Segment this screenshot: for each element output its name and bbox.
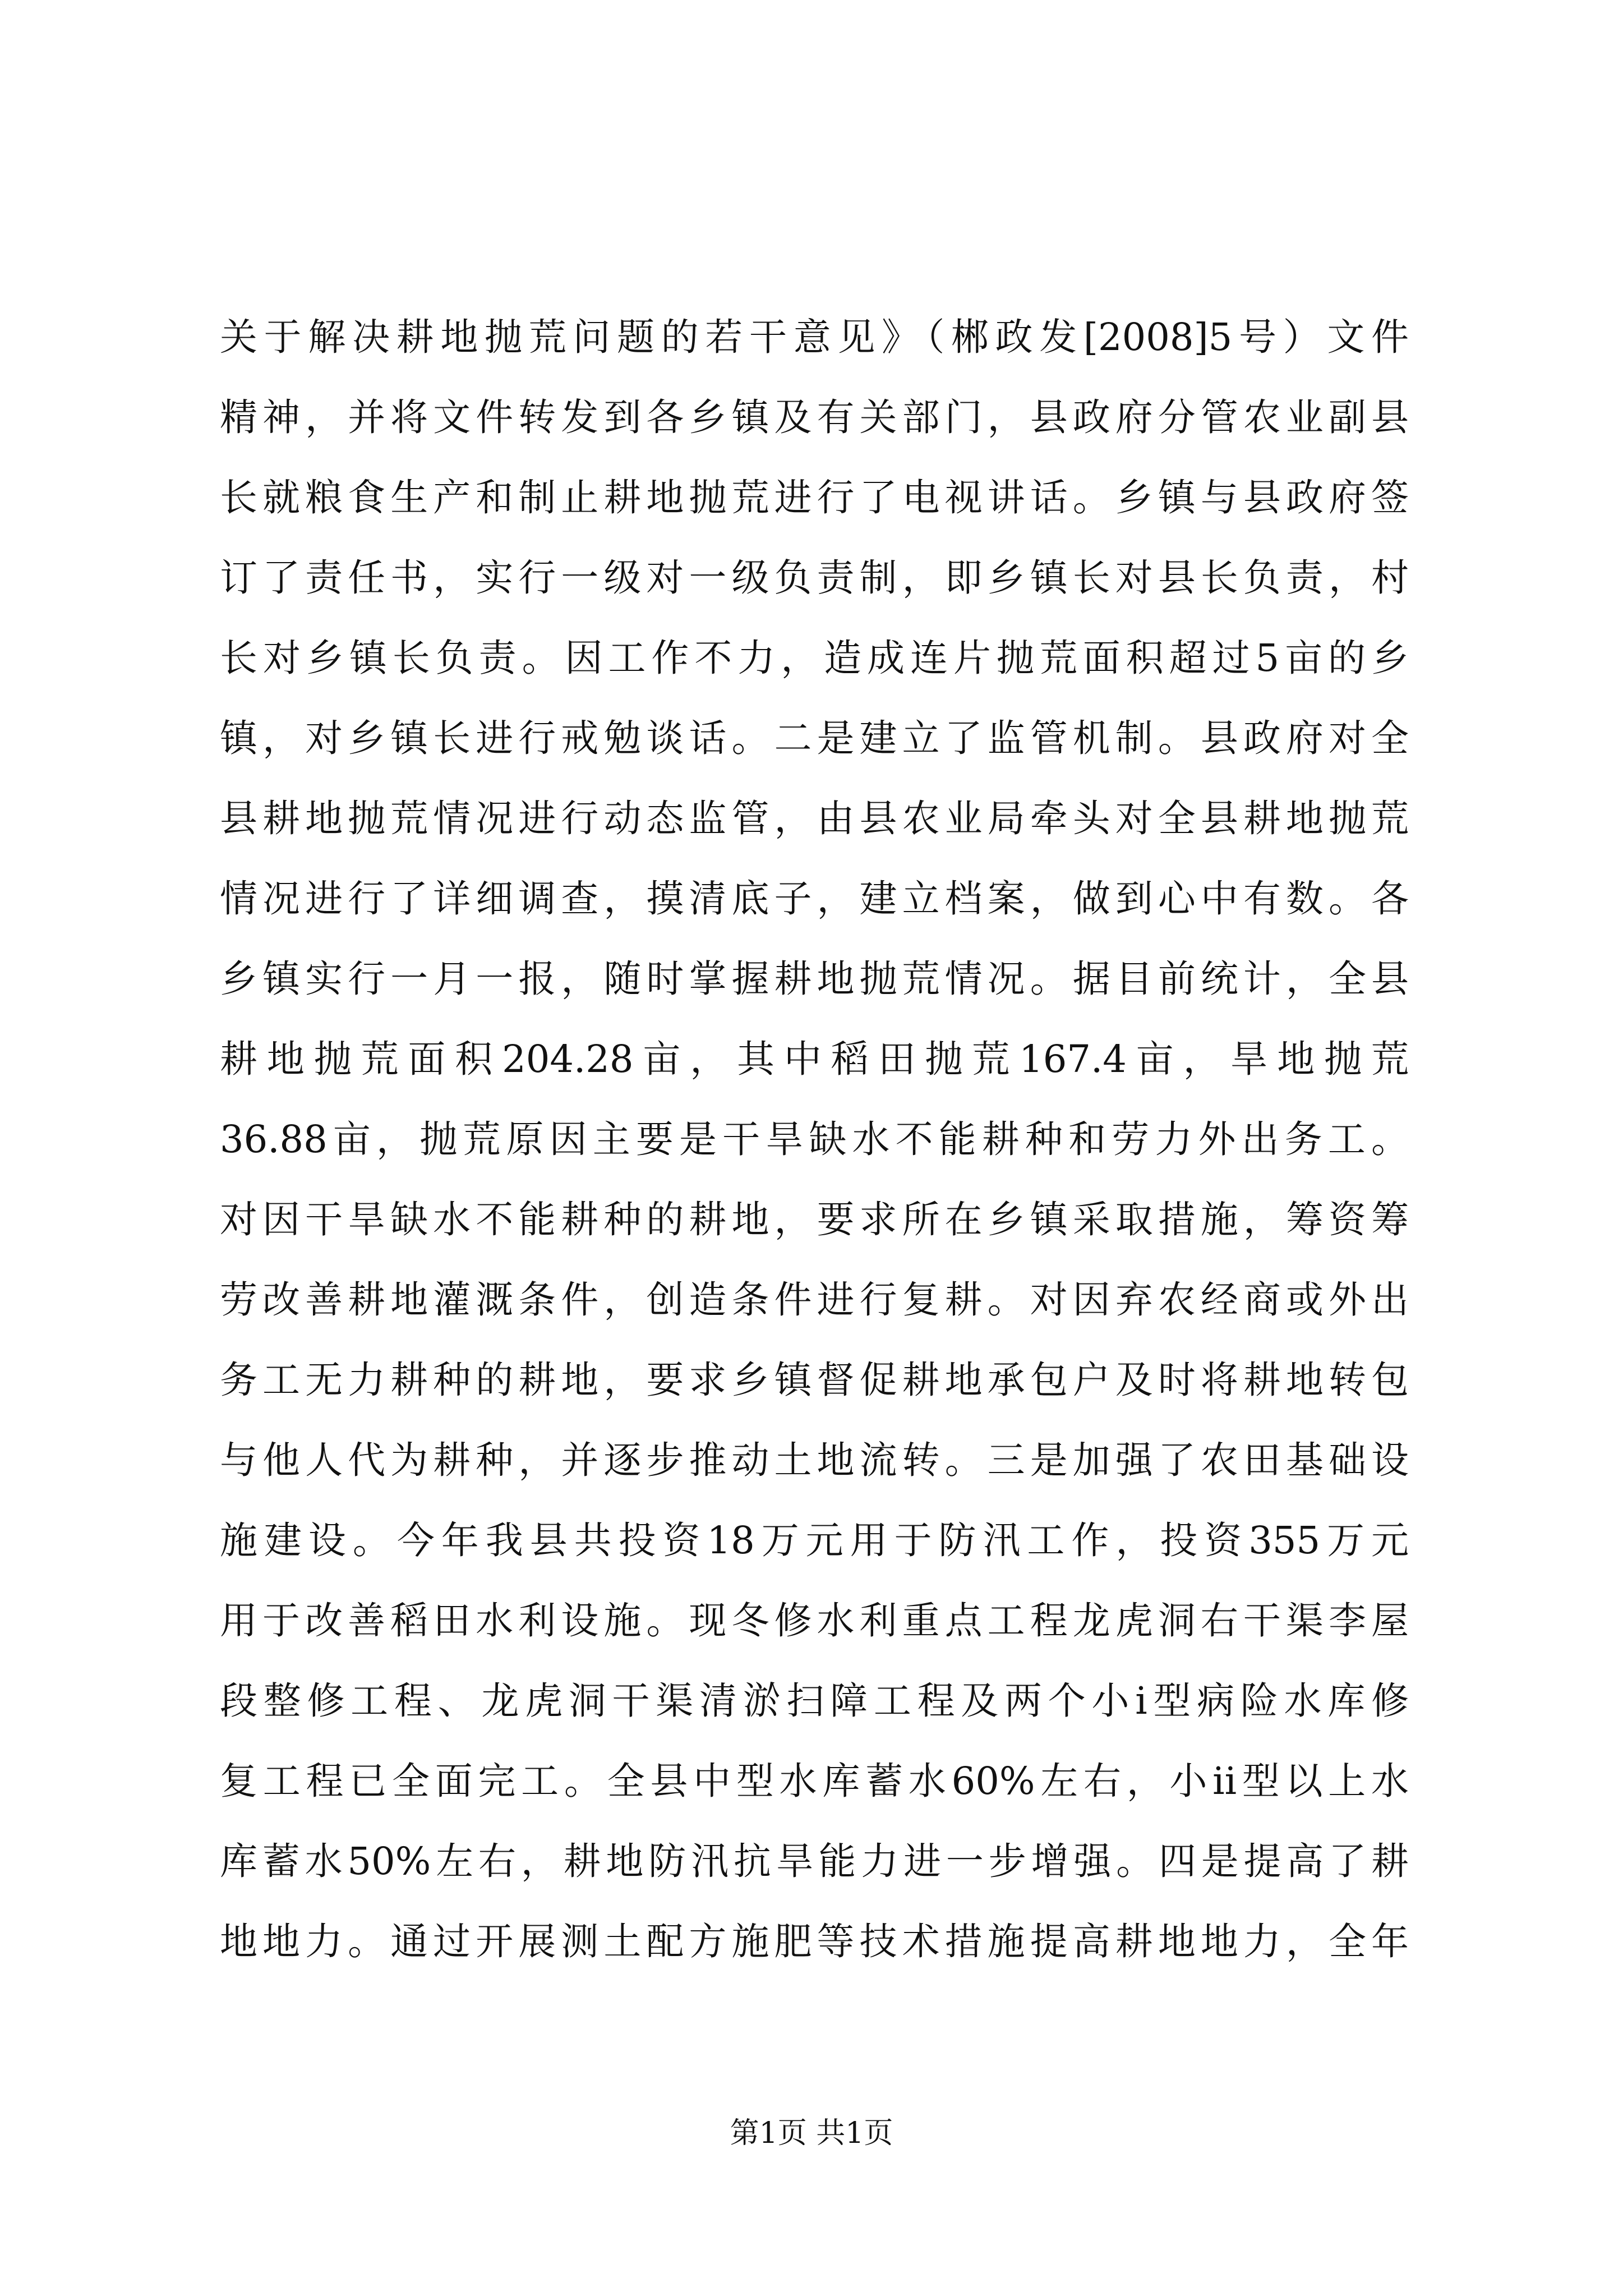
- text-line: 务工无力耕种的耕地，要求乡镇督促耕地承包户及时将耕地转包: [220, 1358, 1409, 1402]
- text-line: 施建设。今年我县共投资18万元用于防汛工作，投资355万元: [220, 1519, 1409, 1562]
- text-line: 关于解决耕地抛荒问题的若干意见》（郴政发[2008]5号）文件: [220, 315, 1409, 359]
- text-line: 36.88亩，抛荒原因主要是干旱缺水不能耕种和劳力外出务工。: [220, 1117, 1409, 1161]
- text-line: 订了责任书，实行一级对一级负责制，即乡镇长对县长负责，村: [220, 556, 1409, 600]
- text-line: 用于改善稻田水利设施。现冬修水利重点工程龙虎洞右干渠李屋: [220, 1599, 1409, 1642]
- text-line: 地地力。通过开展测土配方施肥等技术措施提高耕地地力，全年: [220, 1920, 1409, 1963]
- text-line: 复工程已全面完工。全县中型水库蓄水60%左右，小ii型以上水: [220, 1759, 1409, 1803]
- text-line: 长就粮食生产和制止耕地抛荒进行了电视讲话。乡镇与县政府签: [220, 476, 1409, 519]
- text-line: 情况进行了详细调查，摸清底子，建立档案，做到心中有数。各: [220, 877, 1409, 921]
- text-line: 长对乡镇长负责。因工作不力，造成连片抛荒面积超过5亩的乡: [220, 636, 1409, 680]
- text-line: 镇，对乡镇长进行戒勉谈话。二是建立了监管机制。县政府对全: [220, 716, 1409, 760]
- text-line: 乡镇实行一月一报，随时掌握耕地抛荒情况。据目前统计，全县: [220, 957, 1409, 1001]
- page-number: 第1页 共1页: [730, 2116, 893, 2150]
- body-paragraph: [220, 297, 1409, 1982]
- text-line: 精神，并将文件转发到各乡镇及有关部门，县政府分管农业副县: [220, 395, 1409, 439]
- text-line: 耕地抛荒面积204.28亩，其中稻田抛荒167.4亩，旱地抛荒: [220, 1037, 1409, 1081]
- text-line: 劳改善耕地灌溉条件，创造条件进行复耕。对因弃农经商或外出: [220, 1278, 1409, 1322]
- text-line: 与他人代为耕种，并逐步推动土地流转。三是加强了农田基础设: [220, 1438, 1409, 1482]
- text-line: 库蓄水50%左右，耕地防汛抗旱能力进一步增强。四是提高了耕: [220, 1839, 1409, 1883]
- text-line: 县耕地抛荒情况进行动态监管，由县农业局牵头对全县耕地抛荒: [220, 797, 1409, 840]
- text-line: 对因干旱缺水不能耕种的耕地，要求所在乡镇采取措施，筹资筹: [220, 1198, 1409, 1241]
- text-line: 段整修工程、龙虎洞干渠清淤扫障工程及两个小i型病险水库修: [220, 1679, 1409, 1723]
- page-footer: [0, 2109, 1623, 2151]
